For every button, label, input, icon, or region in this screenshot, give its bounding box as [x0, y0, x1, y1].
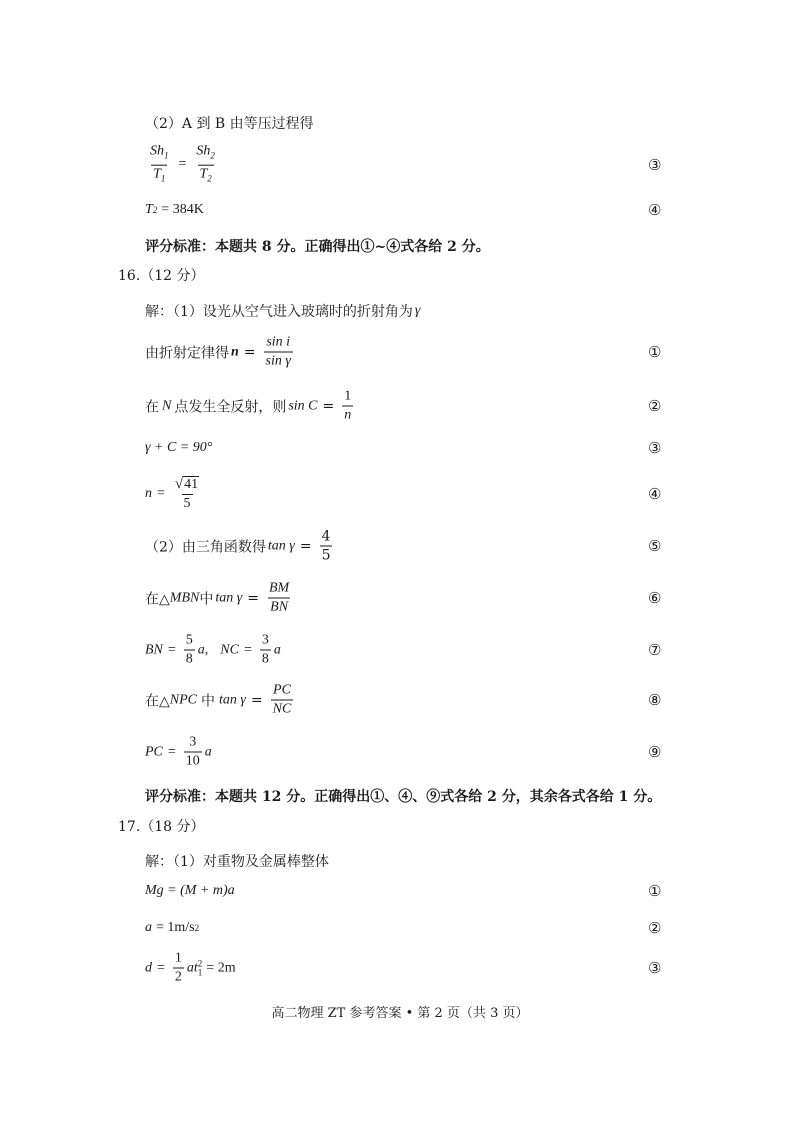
line-q16-bn-nc — [0, 630, 800, 670]
frac-5-8: $\frac{5}{8}$ — [185, 632, 193, 667]
frac-3-10: $\frac{3}{10}$ — [185, 734, 200, 769]
q17-eq3: d = $\frac{1}{2}$ at 2 1 = 2m — [145, 950, 236, 985]
frac-sqrt41: √ 41 5 — [174, 476, 199, 511]
marker-3c: ③ — [648, 959, 662, 977]
frac-1-n: $\frac{1}{n}$ — [344, 388, 352, 423]
q16-mbn: 在△ MBN 中 tan γ = $\frac{BM}{BN}$ — [145, 580, 290, 615]
q17-part1: 解：（1）对重物及金属棒整体 — [145, 854, 329, 870]
line-q17-eq3 — [0, 948, 800, 988]
q16-part2: （2）由三角函数得 tan γ = $\frac{4}{5}$ — [145, 528, 331, 564]
marker-2: ② — [648, 397, 662, 415]
line-q16-pc — [0, 732, 800, 772]
line-q16-part1 — [0, 291, 800, 331]
line-q16-head — [0, 255, 800, 295]
marker-4: ④ — [648, 201, 662, 219]
line-q16-n — [0, 474, 800, 514]
frac-bm-bn: $\frac{BM}{BN}$ — [268, 580, 290, 615]
q16-snell: 由折射定律得 n = $\frac{\text{sin i}}{\text{sin γ}}$ — [145, 334, 291, 369]
marker-5: ⑤ — [648, 537, 662, 555]
frac-sin: $\frac{\text{sin i}}{\text{sin γ}}$ — [265, 334, 291, 369]
q16-angle: γ + C = 90° — [145, 440, 213, 455]
grading-16: 评分标准：本题共 12 分。正确得出①、④、⑨式各给 2 分，其余各式各给 1 分。 — [145, 789, 662, 805]
line-q16-angle — [0, 428, 800, 468]
q16-pc: PC = $\frac{3}{10}$ a — [145, 734, 212, 769]
page-footer: 高二物理 ZT 参考答案 • 第 2 页（共 3 页） — [271, 1006, 529, 1021]
marker-2b: ② — [648, 919, 662, 937]
q16-n-value: n = √ 41 5 — [145, 476, 204, 512]
marker-1: ① — [648, 343, 662, 361]
q16-part1: 解：（1）设光从空气进入玻璃时的折射角为 γ — [145, 303, 421, 320]
line-eq-isobaric — [0, 145, 800, 185]
marker-9: ⑨ — [648, 743, 662, 761]
q16-npc: 在△ NPC 中 tan γ = $\frac{PC}{NC}$ — [145, 682, 292, 717]
grading-15: 评分标准：本题共 8 分。正确得出①~④式各给 2 分。 — [145, 239, 490, 255]
eq-t2: T 2 = 384K — [145, 202, 204, 217]
line-q17-eq2 — [0, 908, 800, 948]
q17-eq2: a = 1m/s 2 — [145, 920, 200, 935]
frac-4-5: $\frac{4}{5}$ — [321, 528, 331, 564]
line-part2-heading — [0, 103, 800, 143]
frac-1-2: $\frac{1}{2}$ — [174, 950, 182, 985]
line-q17-head — [0, 806, 800, 846]
marker-7: ⑦ — [648, 641, 662, 659]
marker-4b: ④ — [648, 485, 662, 503]
marker-8: ⑧ — [648, 691, 662, 709]
part2-heading: （2）A 到 B 由等压过程得 — [145, 116, 314, 132]
marker-3b: ③ — [648, 439, 662, 457]
q16-heading: 16.（12 分） — [118, 268, 205, 284]
line-q16-npc — [0, 680, 800, 720]
line-q16-mbn — [0, 578, 800, 618]
line-q16-snell — [0, 332, 800, 372]
frac-3-8: $\frac{3}{8}$ — [261, 632, 269, 667]
line-q17-eq1 — [0, 871, 800, 911]
q17-heading: 17.（18 分） — [118, 819, 205, 835]
q16-bn-nc: BN = $\frac{5}{8}$ a , NC = $\frac{3}{8}$ a — [145, 632, 281, 667]
frac-left: $\frac{Sh_1}{T_1}$ — [148, 144, 171, 187]
frac-pc-nc: $\frac{PC}{NC}$ — [272, 682, 292, 717]
frac-right: $\frac{Sh_2}{T_2}$ — [194, 144, 217, 187]
marker-6: ⑥ — [648, 589, 662, 607]
line-eq-t2 — [0, 190, 800, 230]
q16-totalref: 在 N 点发生全反射，则 sin C = $\frac{1}{n}$ — [145, 388, 352, 423]
marker-1b: ① — [648, 882, 662, 900]
marker-3: ③ — [648, 156, 662, 174]
line-q16-totalref — [0, 386, 800, 426]
eq-isobaric: $\frac{Sh_1}{T_1}$ = $\frac{Sh_2}{T_2}$ — [145, 144, 220, 187]
q17-eq1: Mg = (M + m)a — [145, 883, 235, 898]
line-q16-part2 — [0, 526, 800, 566]
